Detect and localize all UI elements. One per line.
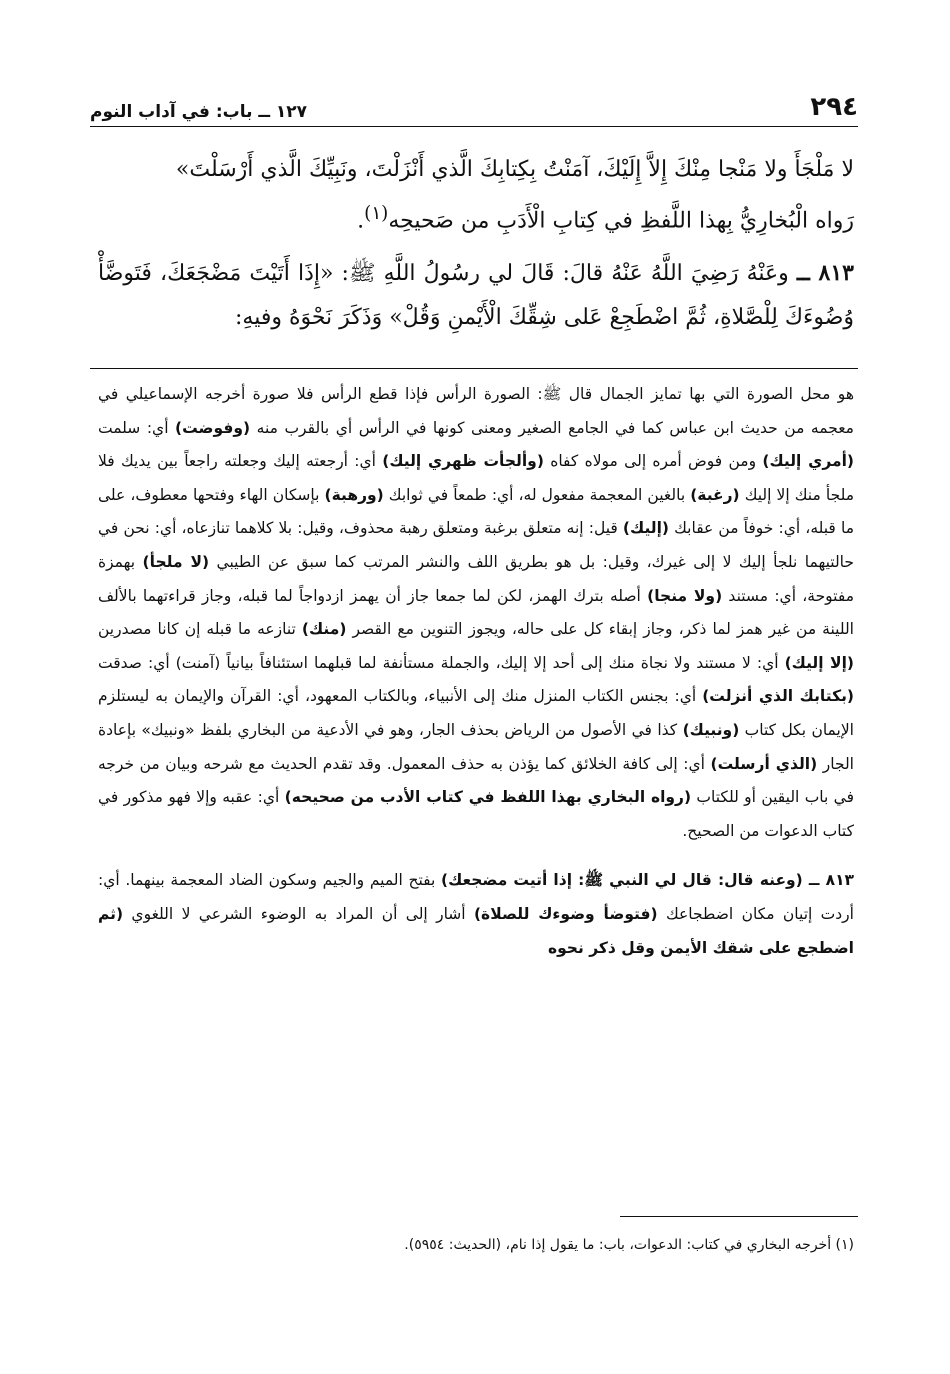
hadith-813 xyxy=(98,251,854,340)
commentary-run: أي: أرجعته إليك وجعلته راجعاً بين يديك فلا ملجأ منك إلا إليك xyxy=(98,452,855,504)
footnote-ref: (١) xyxy=(364,203,389,224)
commentary-run: بفتح الميم والجيم وسكون الضاد المعجمة بينهما. أي: أردت إتيان مكان اضطجاعك xyxy=(98,871,854,923)
commentary-bold-run: (وألجأت ظهري إليك) xyxy=(382,452,544,471)
commentary-bold-run: (منك) xyxy=(301,620,347,639)
hadith-text: وعَنْهُ رَضِيَ اللَّهُ عَنْهُ قالَ: قَالَ لي رسُولُ اللَّهِ ﷺ: «إِذَا أَتَيْتَ مَضْجَعَكَ، فَتَوضَّأْ وُضُوءَكَ لِلْصَّلاةِ، ثُمَّ اضْطَجِعْ عَلى شِقِّكَ الْأَيْمنِ وَقُلْ» وَذَكَرَ نَحْوَهُ وفيهِ: xyxy=(98,261,854,331)
commentary-bold-run: (ثم اضطجع على شقك الأيمن وقل ذكر نحوه xyxy=(98,904,854,957)
matn-divider xyxy=(90,368,858,369)
commentary xyxy=(98,378,854,965)
commentary-run: بالغين المعجمة مفعول له، أي: طمعاً في ثوابك xyxy=(383,485,691,504)
commentary-run: تنازعه ما قبله إن كانا مصدرين xyxy=(98,620,302,639)
commentary-run: أي: بجنس الكتاب المنزل منك إلى الأنبياء، وبالكتاب المعهود، أي: القرآن والإيمان به ليستلزم الإيمان بكل كتاب xyxy=(98,687,854,739)
running-header xyxy=(90,86,858,122)
hadith-number: ٨١٣ ــ xyxy=(796,260,854,287)
commentary-run: أصله بترك الهمز، لكن لما جمعا جاز أن يهمز ازدواجاً لما قبله، وجاز قراءتهما بالألف اللينة من غير همز لما ذكر، وجاز إبقاء كل على حاله، ويجوز التنوين مع القصر xyxy=(98,586,854,639)
hadith-main-text xyxy=(98,148,854,340)
commentary-bold-run: (رواه البخاري بهذا اللفظ في كتاب الأدب من صحيحه) xyxy=(284,788,692,807)
commentary-run: قيل: إنه متعلق برغبة ومتعلق رهبة محذوف، وقيل: بلا كلاهما تنازعاه، أي: نحن في حالتيهما نلجأ إليك لا إلى غيرك، وقيل: بل هو بطريق اللف والنشر المرتب كما سبق عن الطيبي xyxy=(98,519,854,571)
matn-line xyxy=(98,192,854,243)
commentary-bold-run: (فتوضأ وضوءك للصلاة) xyxy=(473,904,658,923)
commentary-run: بإسكان الهاء وفتحها معطوف، على ما قبله، أي: خوفاً من عقابك xyxy=(98,485,854,538)
chapter-title: ١٢٧ ــ باب: في آداب النوم xyxy=(90,102,308,122)
commentary-bold-run: (رغبة) xyxy=(690,485,740,504)
commentary-bold-run: (بكتابك الذي أنزلت) xyxy=(702,687,854,706)
commentary-run: بهمزة مفتوحة، أي: مستند xyxy=(98,552,854,605)
commentary-bold-run: (وفوضت) xyxy=(175,418,251,437)
commentary-bold-run: (إلا إليك) xyxy=(784,653,854,672)
matn-line xyxy=(98,148,854,192)
commentary-run: أشار إلى أن المراد به الوضوء الشرعي لا اللغوي xyxy=(123,904,474,923)
commentary-bold-run: ٨١٣ ــ (وعنه قال: قال لي النبي ﷺ: إذا أتيت مضجعك) xyxy=(440,871,854,890)
commentary-run: ومن فوض أمره إلى مولاه كفاه xyxy=(543,452,763,471)
commentary-run: كذا في الأصول من الرياض بحذف الجار، وهو في الأدعية من البخاري بلفظ «ونبيك» بإعادة الجار xyxy=(98,720,854,773)
commentary-run: أي: لا مستند ولا نجاة منك إلى أحد إلا إليك، والجملة مستأنفة لما قبلهما استئنافاً بيانياً (آمنت) أي: صدقت xyxy=(98,653,785,672)
commentary-bold-run: (ورهبة) xyxy=(324,485,384,504)
commentary-run: أي: عقبه وإلا فهو مذكور في كتاب الدعوات من الصحيح. xyxy=(98,788,854,840)
commentary-bold-run: (ولا منجا) xyxy=(647,586,723,605)
matn-line-text: رَواه الْبُخارِيُّ بِهذا اللَّفظِ في كِتابِ الْأَدَبِ من صَحيحِه xyxy=(388,208,854,234)
matn-line-end: . xyxy=(357,208,365,234)
commentary-bold-run: (أمري إليك) xyxy=(762,452,854,471)
header-divider xyxy=(90,126,858,127)
footnote-divider xyxy=(620,1216,858,1217)
spacer xyxy=(98,243,854,251)
commentary-paragraph xyxy=(98,864,854,965)
commentary-bold-run: (إليك) xyxy=(622,519,669,538)
commentary-bold-run: (الذي أرسلت) xyxy=(710,754,818,773)
commentary-bold-run: (لا ملجأ) xyxy=(142,552,210,571)
commentary-run: أي: سلمت xyxy=(98,418,176,437)
footnote: (١) أخرجه البخاري في كتاب: الدعوات، باب: ما يقول إذا نام، (الحديث: ٥٩٥٤). xyxy=(404,1237,854,1253)
commentary-run: هو محل الصورة التي بها تمايز الجمال قال ﷺ: الصورة الرأس فإذا قطع الرأس فلا صورة أخرجه الإسماعيلي في معجمه من حديث ابن عباس كما في الجامع الصغير ومعنى كونها في الرأس أي بالقرب منه xyxy=(98,385,854,437)
commentary-paragraph xyxy=(98,378,854,848)
commentary-bold-run: (ونبيك) xyxy=(682,720,740,739)
page-number: ٢٩٤ xyxy=(810,92,858,122)
commentary-run: أي: إلى كافة الخلائق كما يؤذن به حذف المعمول. وقد تقدم الحديث مع شرحه وبيان من خرجه في باب اليقين أو للكتاب xyxy=(98,754,855,807)
matn-line-text: لا مَلْجَأَ ولا مَنْجا مِنْكَ إِلاَّ إِلَيْكَ، آمَنْتُ بِكِتابِكَ الَّذي أَنْزَلْتَ، ونَبِيِّكَ الَّذي أَرْسَلْتَ» xyxy=(175,157,854,182)
